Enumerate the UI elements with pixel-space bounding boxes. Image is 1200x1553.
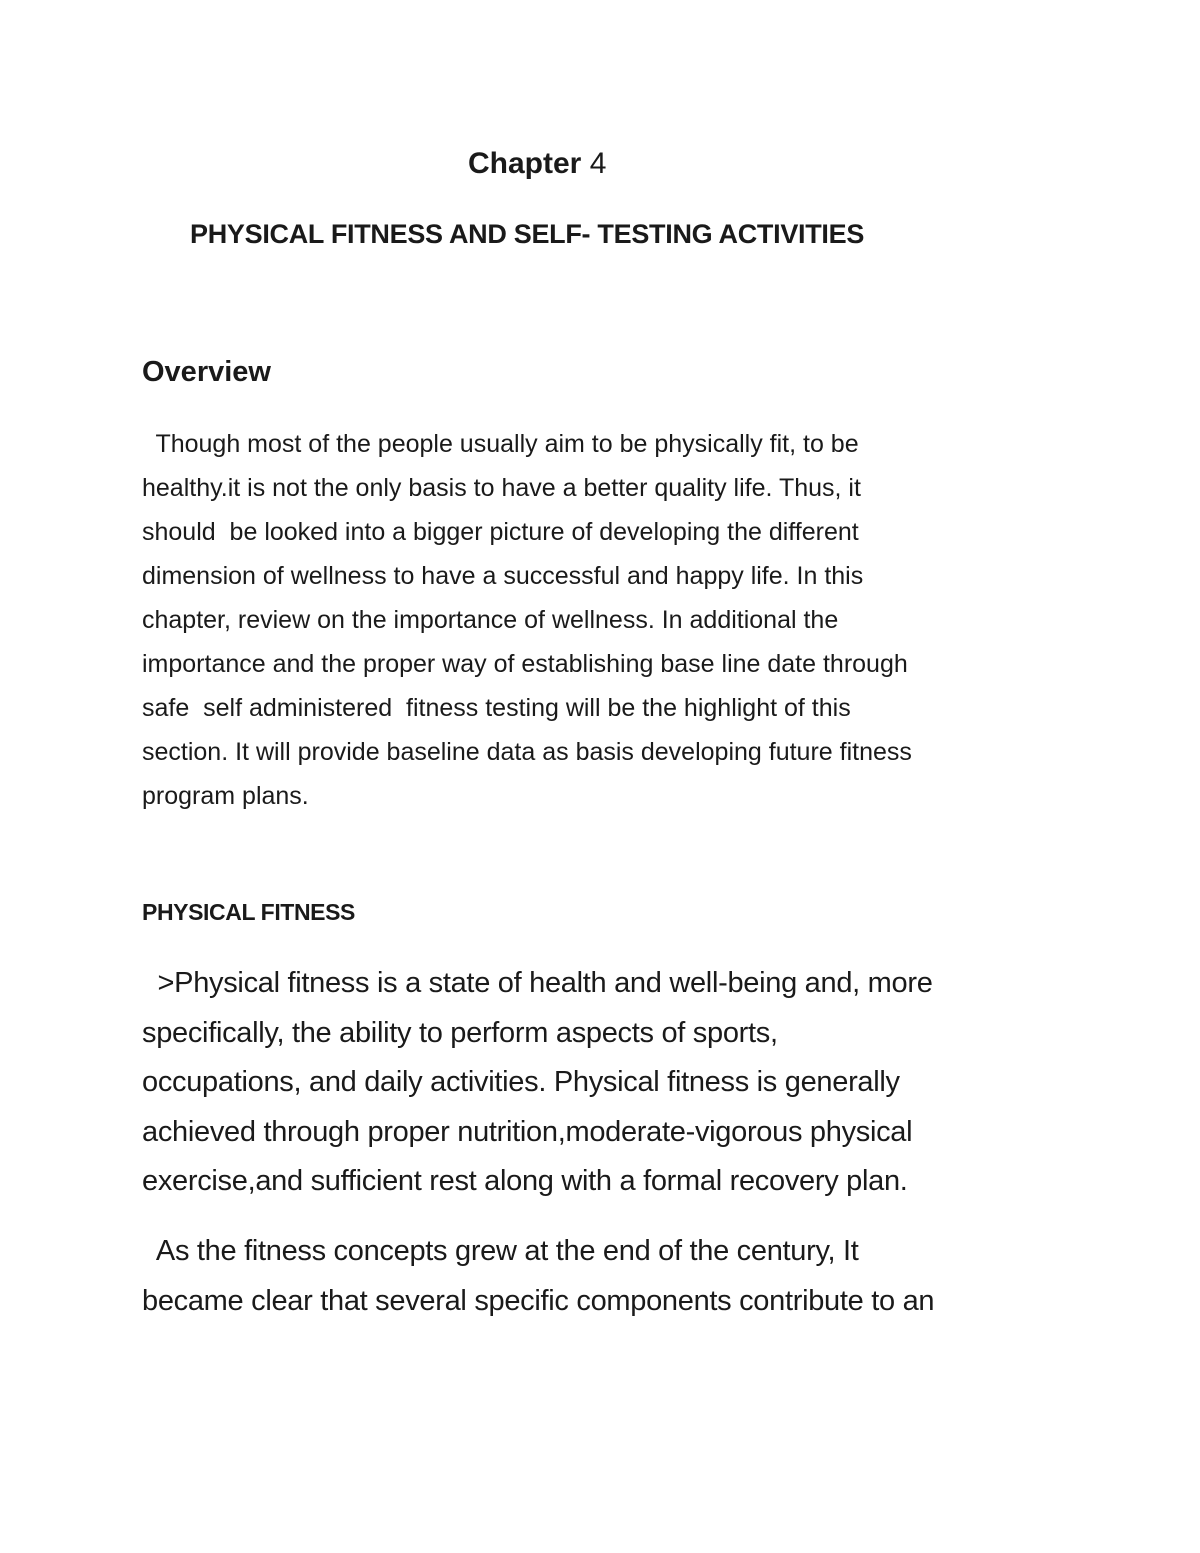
overview-paragraph xyxy=(142,422,912,818)
paragraph-line: >Physical fitness is a state of health and well-being and, more xyxy=(142,967,933,999)
overview-heading: Overview xyxy=(142,356,271,388)
chapter-number: 4 xyxy=(589,147,607,180)
paragraph-line: healthy.it is not the only basis to have a better quality life. Thus, it xyxy=(142,474,861,502)
paragraph-line: Though most of the people usually aim to be physically fit, to be xyxy=(142,430,859,458)
chapter-heading xyxy=(468,146,606,182)
paragraph-line: exercise,and sufficient rest along with a formal recovery plan. xyxy=(142,1165,908,1197)
physical-fitness-definition xyxy=(142,959,933,1207)
paragraph-line: specifically, the ability to perform aspects of sports, xyxy=(142,1016,778,1049)
paragraph-line: became clear that several specific components contribute to an xyxy=(142,1285,935,1317)
paragraph-line: dimension of wellness to have a successful and happy life. In this xyxy=(142,562,864,590)
paragraph-line: importance and the proper way of establishing base line date through xyxy=(142,650,908,678)
chapter-label: Chapter xyxy=(468,147,582,180)
paragraph-line: chapter, review on the importance of wellness. In additional the xyxy=(142,606,839,634)
fitness-concepts-paragraph xyxy=(142,1226,934,1326)
paragraph-line: safe self administered fitness testing will be the highlight of this xyxy=(142,694,851,722)
physical-fitness-heading: PHYSICAL FITNESS xyxy=(142,899,355,925)
paragraph-line: achieved through proper nutrition,moderate-vigorous physical xyxy=(142,1115,913,1148)
paragraph-line: program plans. xyxy=(142,782,309,810)
main-title: PHYSICAL FITNESS AND SELF- TESTING ACTIVITIES xyxy=(190,219,865,249)
paragraph-line: section. It will provide baseline data as basis developing future fitness xyxy=(142,738,912,766)
paragraph-line: occupations, and daily activities. Physical fitness is generally xyxy=(142,1066,900,1098)
paragraph-line: should be looked into a bigger picture of developing the different xyxy=(142,518,859,546)
paragraph-line: As the fitness concepts grew at the end of the century, It xyxy=(142,1235,859,1267)
